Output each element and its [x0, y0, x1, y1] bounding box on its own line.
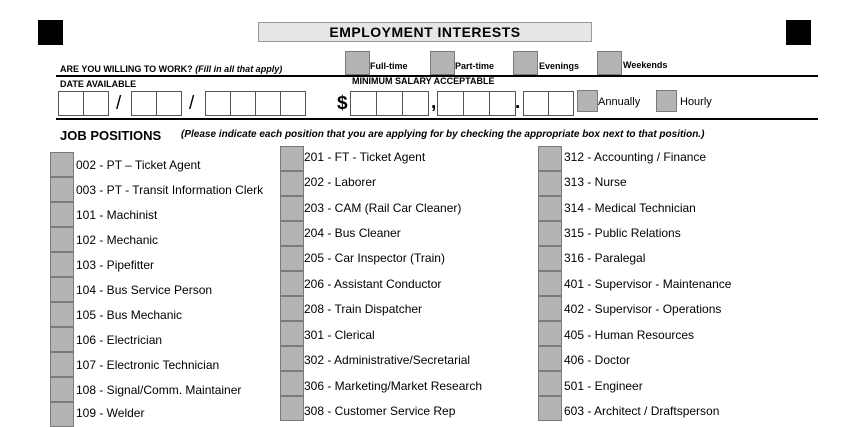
job-label: 204 - Bus Cleaner: [304, 226, 401, 240]
date-year-3[interactable]: [255, 91, 281, 116]
job-label: 003 - PT - Transit Information Clerk: [76, 183, 264, 197]
date-sep-2: /: [189, 93, 195, 114]
job-checkbox[interactable]: [50, 377, 74, 402]
salary-cents-1[interactable]: [523, 91, 549, 116]
weekends-label: Weekends: [623, 60, 668, 70]
job-checkbox[interactable]: [280, 171, 304, 196]
job-checkbox[interactable]: [50, 302, 74, 327]
job-label: 302 - Administrative/Secretarial: [304, 353, 471, 367]
job-checkbox[interactable]: [538, 146, 562, 171]
job-label: 313 - Nurse: [564, 175, 627, 189]
min-salary-label: MINIMUM SALARY ACCEPTABLE: [352, 76, 495, 86]
job-label: 101 - Machinist: [76, 208, 158, 222]
job-checkbox[interactable]: [538, 246, 562, 271]
job-checkbox[interactable]: [280, 296, 304, 321]
job-checkbox[interactable]: [538, 196, 562, 221]
salary-digit-2[interactable]: [376, 91, 403, 116]
hourly-label: Hourly: [680, 96, 712, 108]
date-month-2[interactable]: [83, 91, 109, 116]
parttime-label: Part-time: [455, 61, 495, 71]
annually-checkbox[interactable]: [577, 90, 598, 112]
job-label: 406 - Doctor: [564, 353, 631, 367]
willing-label: ARE YOU WILLING TO WORK? (Fill in all that apply): [60, 64, 283, 74]
job-checkbox[interactable]: [538, 321, 562, 346]
job-checkbox[interactable]: [50, 352, 74, 377]
job-checkbox[interactable]: [50, 152, 74, 177]
job-label: 314 - Medical Technician: [564, 201, 696, 215]
job-label: 201 - FT - Ticket Agent: [304, 150, 426, 164]
job-checkbox[interactable]: [538, 296, 562, 321]
job-label: 206 - Assistant Conductor: [304, 277, 442, 291]
job-checkbox[interactable]: [280, 221, 304, 246]
weekends-checkbox[interactable]: [597, 51, 622, 75]
job-checkbox[interactable]: [280, 396, 304, 421]
job-checkbox[interactable]: [50, 402, 74, 427]
job-label: 308 - Customer Service Rep: [304, 404, 456, 418]
corner-mark-left: [38, 20, 63, 45]
date-day-2[interactable]: [156, 91, 182, 116]
job-checkbox[interactable]: [50, 327, 74, 352]
salary-comma: ,: [431, 92, 437, 113]
job-label: 306 - Marketing/Market Research: [304, 379, 483, 393]
evenings-label: Evenings: [539, 61, 580, 71]
job-label: 103 - Pipefitter: [76, 258, 155, 272]
corner-mark-right: [786, 20, 811, 45]
salary-digit-3[interactable]: [402, 91, 429, 116]
salary-digit-4[interactable]: [437, 91, 464, 116]
salary-cents-2[interactable]: [548, 91, 574, 116]
job-label: 315 - Public Relations: [564, 226, 681, 240]
job-label: 208 - Train Dispatcher: [304, 302, 423, 316]
job-label: 603 - Architect / Draftsperson: [564, 404, 720, 418]
date-year-1[interactable]: [205, 91, 231, 116]
date-year-4[interactable]: [280, 91, 306, 116]
salary-digit-6[interactable]: [489, 91, 516, 116]
job-label: 202 - Laborer: [304, 175, 377, 189]
date-year-2[interactable]: [230, 91, 256, 116]
job-label: 108 - Signal/Comm. Maintainer: [76, 383, 242, 397]
job-label: 405 - Human Resources: [564, 328, 695, 342]
job-label: 205 - Car Inspector (Train): [304, 251, 445, 265]
job-checkbox[interactable]: [50, 252, 74, 277]
job-checkbox[interactable]: [280, 321, 304, 346]
job-checkbox[interactable]: [50, 177, 74, 202]
job-label: 501 - Engineer: [564, 379, 643, 393]
parttime-checkbox[interactable]: [430, 51, 455, 75]
job-label: 104 - Bus Service Person: [76, 283, 213, 297]
job-checkbox[interactable]: [538, 371, 562, 396]
job-positions-header: JOB POSITIONS: [60, 128, 162, 143]
currency-sign: $: [337, 93, 348, 114]
job-label: 105 - Bus Mechanic: [76, 308, 183, 322]
job-checkbox[interactable]: [280, 346, 304, 371]
fulltime-label: Full-time: [370, 61, 408, 71]
annually-label: Annually: [598, 96, 641, 108]
job-checkbox[interactable]: [538, 346, 562, 371]
job-label: 203 - CAM (Rail Car Cleaner): [304, 201, 462, 215]
job-label: 316 - Paralegal: [564, 251, 646, 265]
job-label: 107 - Electronic Technician: [76, 358, 220, 372]
job-checkbox[interactable]: [280, 271, 304, 296]
salary-digit-5[interactable]: [463, 91, 490, 116]
job-checkbox[interactable]: [50, 202, 74, 227]
evenings-checkbox[interactable]: [513, 51, 538, 75]
job-label: 401 - Supervisor - Maintenance: [564, 277, 732, 291]
date-sep-1: /: [116, 93, 122, 114]
job-checkbox[interactable]: [280, 196, 304, 221]
date-available-label: DATE AVAILABLE: [60, 79, 137, 89]
salary-dot: .: [515, 92, 521, 113]
date-day-1[interactable]: [131, 91, 157, 116]
fulltime-checkbox[interactable]: [345, 51, 370, 75]
job-label: 106 - Electrician: [76, 333, 163, 347]
job-label: 102 - Mechanic: [76, 233, 159, 247]
job-checkbox[interactable]: [280, 371, 304, 396]
hourly-checkbox[interactable]: [656, 90, 677, 112]
date-month-1[interactable]: [58, 91, 84, 116]
job-label: 312 - Accounting / Finance: [564, 150, 707, 164]
job-checkbox[interactable]: [280, 146, 304, 171]
divider-middle: [56, 118, 818, 120]
job-label: 402 - Supervisor - Operations: [564, 302, 722, 316]
job-checkbox[interactable]: [538, 221, 562, 246]
job-checkbox[interactable]: [538, 171, 562, 196]
job-positions-note: (Please indicate each position that you are applying for by checking the appropriate box next to that position.): [181, 129, 705, 140]
section-title: EMPLOYMENT INTERESTS: [258, 22, 592, 42]
job-checkbox[interactable]: [280, 246, 304, 271]
job-checkbox[interactable]: [538, 396, 562, 421]
job-label: 002 - PT – Ticket Agent: [76, 158, 201, 172]
job-checkbox[interactable]: [50, 277, 74, 302]
job-label: 301 - Clerical: [304, 328, 375, 342]
job-checkbox[interactable]: [50, 227, 74, 252]
job-checkbox[interactable]: [538, 271, 562, 296]
salary-digit-1[interactable]: [350, 91, 377, 116]
job-label: 109 - Welder: [76, 406, 145, 420]
